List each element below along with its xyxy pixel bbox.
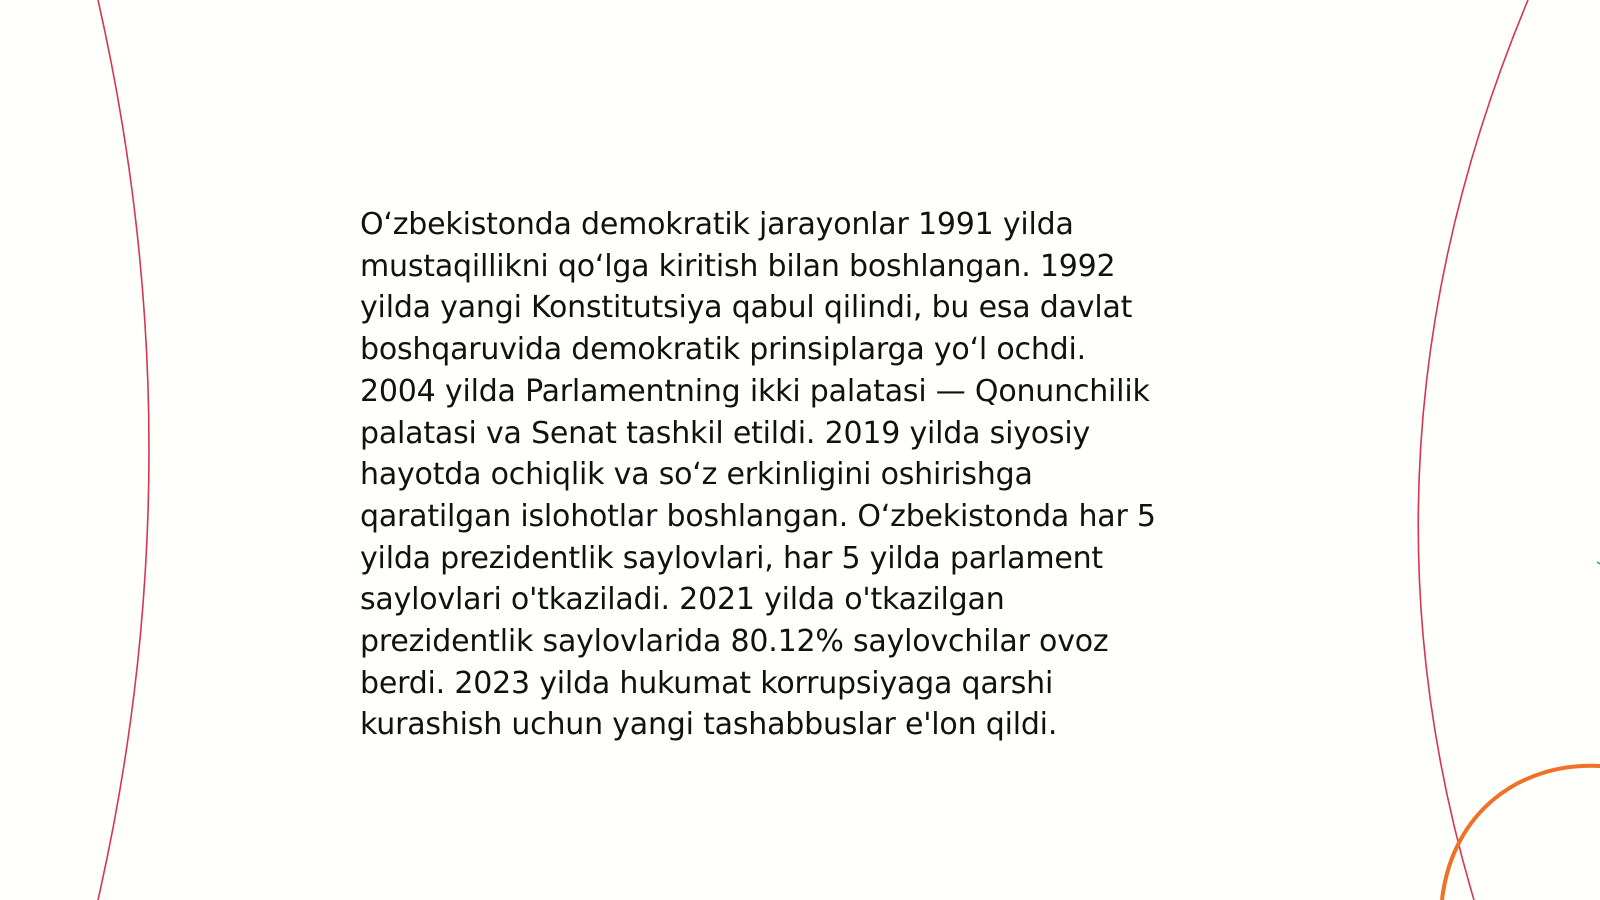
bottom-right-accent-arc: [1442, 766, 1600, 900]
slide-body-paragraph: O‘zbekistonda demokratik jarayonlar 1991 yilda mustaqillikni qo‘lga kiritish bilan boshlangan. 1992 yilda yangi Konstitutsiya qabul qilindi, bu esa davlat boshqaruvida demokratik prinsiplarga yo‘l ochdi. 2004 yilda Parlamentning ikki palatasi — Qonunchilik palatasi va Senat tashkil etildi. 2019 yilda siyosiy hayotda ochiqlik va so‘z erkinligini oshirishga qaratilgan islohotlar boshlangan. O‘zbekistonda har 5 yilda prezidentlik saylovlari, har 5 yilda parlament saylovlari o'tkaziladi. 2021 yilda o'tkazilgan prezidentlik saylovlarida 80.12% saylovchilar ovoz berdi. 2023 yilda hukumat korrupsiyaga qarshi kurashish uchun yangi tashabbuslar e'lon qildi.: [360, 207, 1156, 743]
right-arc-line: [1418, 0, 1528, 900]
left-arc-line: [98, 0, 149, 900]
